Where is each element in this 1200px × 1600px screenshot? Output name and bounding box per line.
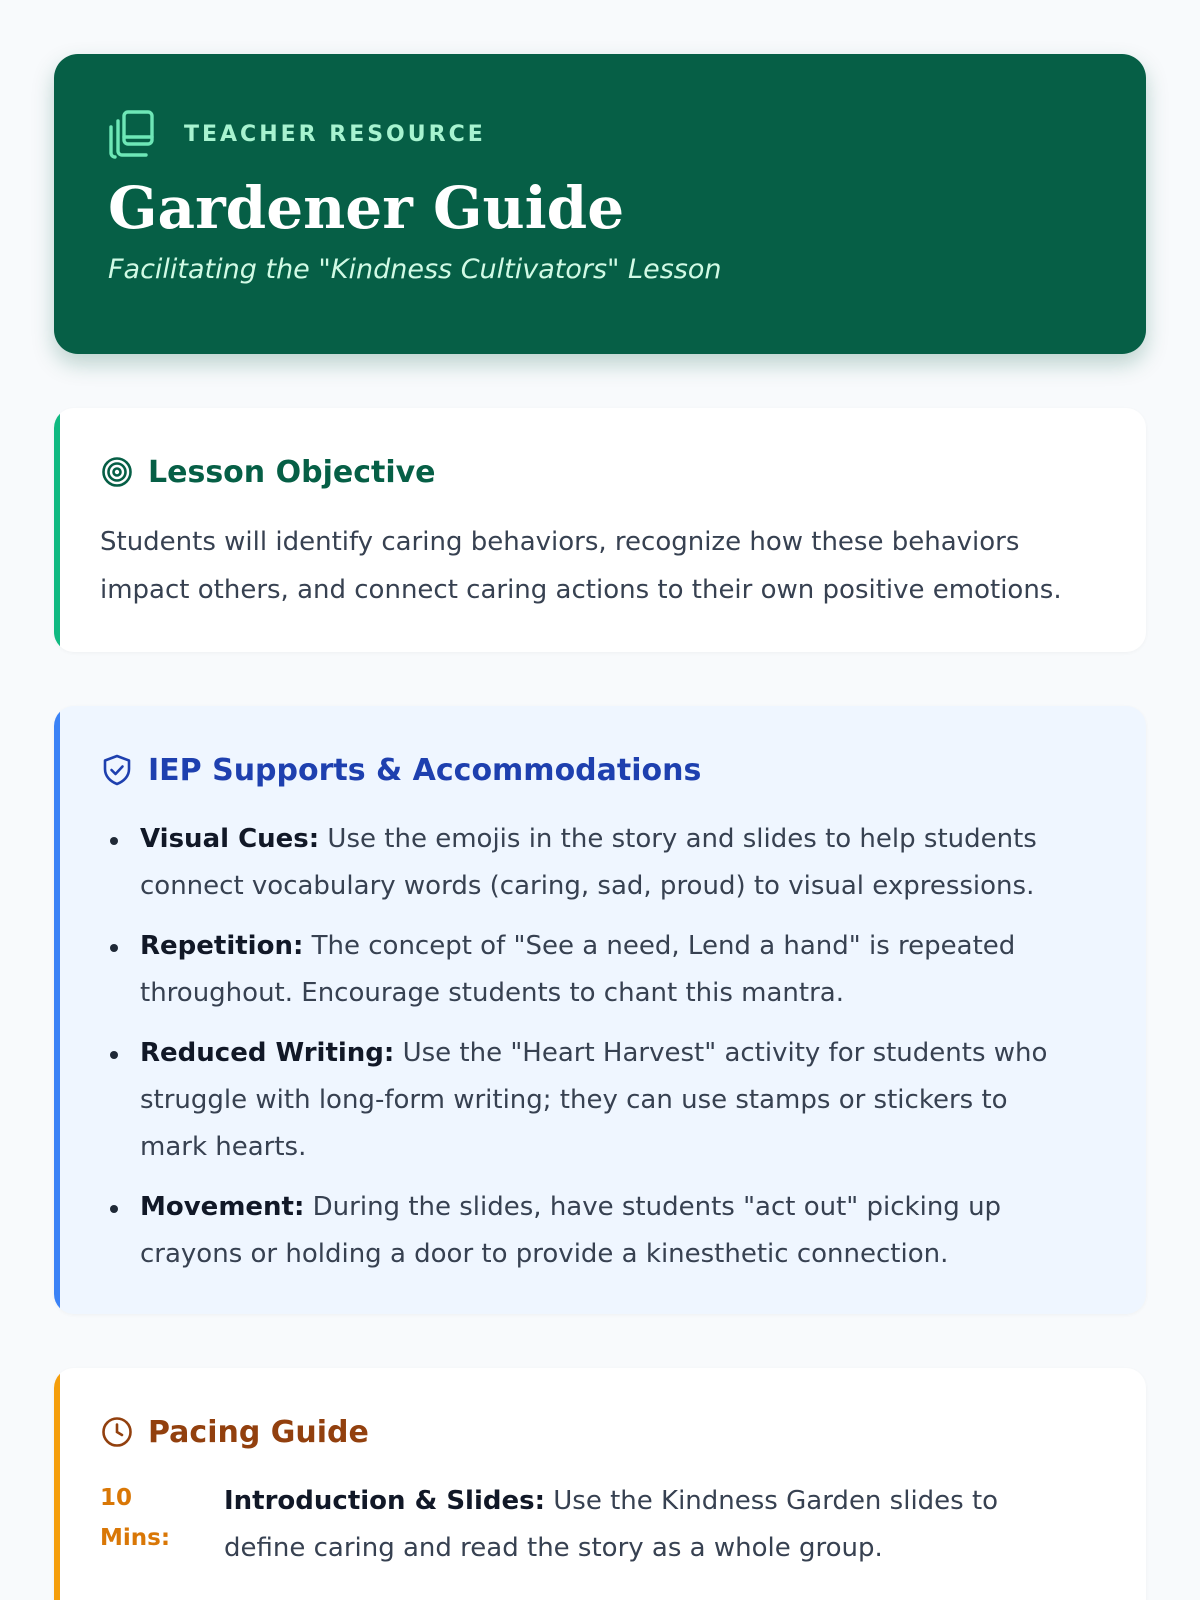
- clock-icon: [100, 1415, 134, 1449]
- pacing-row: [100, 1478, 1100, 1572]
- book-copy-icon: [108, 109, 158, 159]
- pacing-guide-heading: Pacing Guide: [148, 1414, 369, 1450]
- lesson-objective-heading: Lesson Objective: [148, 454, 436, 490]
- target-icon: [100, 455, 134, 489]
- duration-value: 10: [100, 1485, 133, 1511]
- shield-check-icon: [100, 753, 134, 787]
- header-banner: [54, 54, 1146, 354]
- eyebrow-label: TEACHER RESOURCE: [184, 121, 486, 147]
- support-text: The concept of "See a need, Lend a hand" is repeated throughout. Encourage students to chant this mantra.: [140, 931, 1016, 1008]
- support-term: Repetition:: [140, 931, 304, 961]
- pacing-duration: [100, 1478, 224, 1572]
- pacing-term: Introduction & Slides:: [224, 1486, 545, 1516]
- pacing-guide-card: [54, 1368, 1146, 1600]
- page-title: Gardener Guide: [108, 174, 625, 242]
- list-item: [100, 923, 1100, 1017]
- iep-supports-card: [54, 706, 1146, 1314]
- list-item: [100, 816, 1100, 910]
- page-subtitle: Facilitating the "Kindness Cultivators" Lesson: [108, 254, 722, 285]
- list-item: [100, 1184, 1100, 1278]
- support-term: Reduced Writing:: [140, 1038, 395, 1068]
- support-term: Movement:: [140, 1192, 305, 1222]
- support-text: During the slides, have students "act out" picking up crayons or holding a door to provide a kinesthetic connection.: [140, 1192, 1002, 1269]
- list-item: [100, 1030, 1100, 1171]
- pacing-description: [224, 1478, 1100, 1572]
- support-text: Use the "Heart Harvest" activity for students who struggle with long-form writing; they can use stamps or stickers to mark hearts.: [140, 1038, 1048, 1162]
- pacing-text: Use the Kindness Garden slides to define caring and read the story as a whole group.: [224, 1486, 999, 1563]
- support-term: Visual Cues:: [140, 824, 320, 854]
- iep-supports-heading: IEP Supports & Accommodations: [148, 752, 702, 788]
- lesson-objective-card: [54, 408, 1146, 652]
- iep-supports-list: [100, 816, 1100, 1278]
- support-text: Use the emojis in the story and slides to help students connect vocabulary words (caring, sad, proud) to visual expressions.: [140, 824, 1037, 901]
- duration-unit: Mins:: [100, 1525, 171, 1551]
- lesson-objective-text: Students will identify caring behaviors, recognize how these behaviors impact others, and connect caring actions to their own positive emotions.: [100, 527, 1062, 605]
